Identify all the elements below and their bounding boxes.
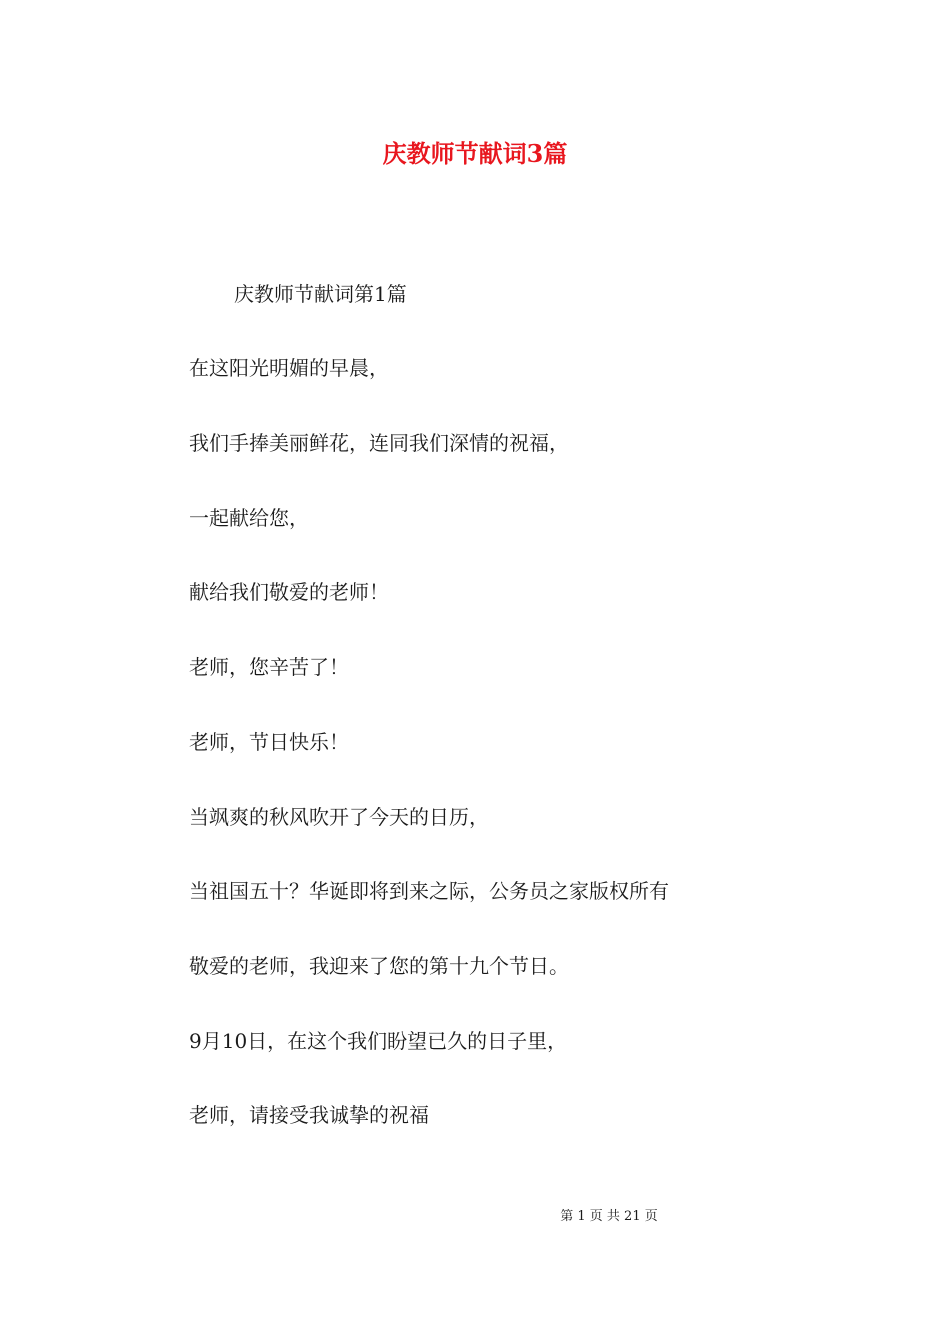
body-line: 在这阳光明媚的早晨， <box>189 356 389 380</box>
section-heading: 庆教师节献词第1篇 <box>234 282 407 306</box>
body-line: 老师，节日快乐！ <box>189 730 349 754</box>
page-number: 第 1 页 共 21 页 <box>560 1209 658 1224</box>
document-title: 庆教师节献词3篇 <box>382 139 568 168</box>
body-line: 一起献给您， <box>189 506 309 530</box>
body-line: 献给我们敬爱的老师！ <box>189 580 389 604</box>
body-line: 敬爱的老师，我迎来了您的第十九个节日。 <box>189 954 569 978</box>
body-line: 当飒爽的秋风吹开了今天的日历， <box>189 805 489 829</box>
body-line: 当祖国五十？华诞即将到来之际，公务员之家版权所有 <box>189 879 669 903</box>
body-line: 老师，请接受我诚挚的祝福 <box>189 1103 429 1127</box>
body-line: 我们手捧美丽鲜花，连同我们深情的祝福， <box>189 431 569 455</box>
page-footer <box>0 1207 950 1227</box>
body-line: 老师，您辛苦了！ <box>189 655 349 679</box>
body-line: 9月10日，在这个我们盼望已久的日子里， <box>189 1029 568 1053</box>
